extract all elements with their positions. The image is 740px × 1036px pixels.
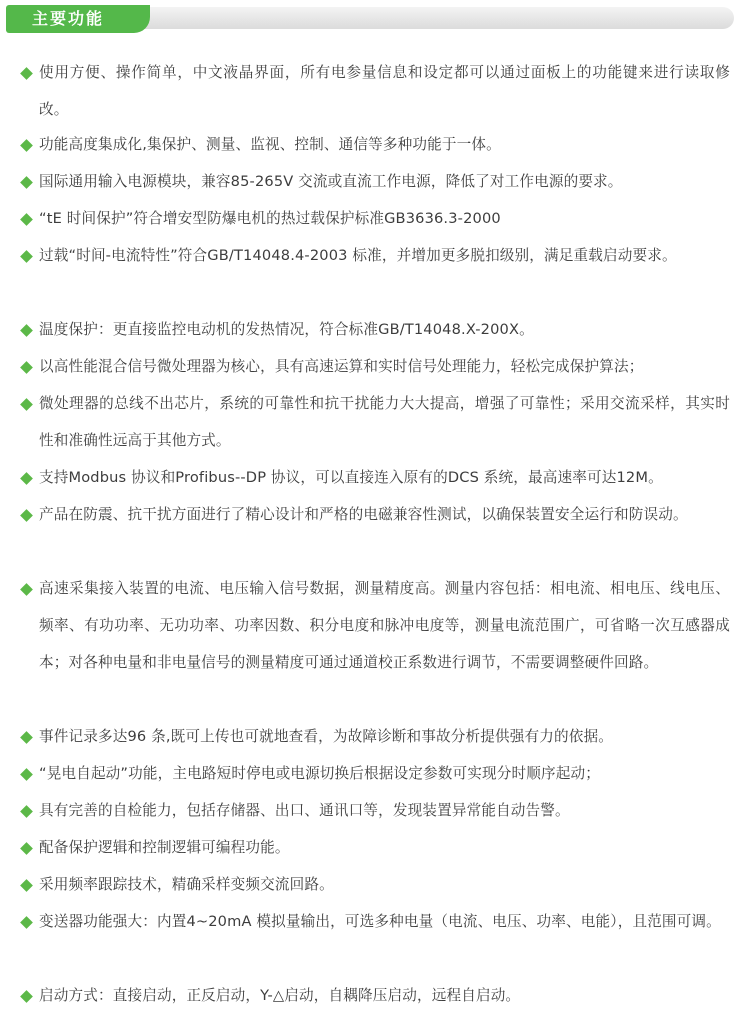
- diamond-bullet-icon: [20, 139, 33, 152]
- list-item-text: “晃电自起动”功能，主电路短时停电或电源切换后根据设定参数可实现分时顺序起动；: [39, 765, 600, 782]
- list-item: [22, 385, 730, 459]
- diamond-bullet-icon: [20, 805, 33, 818]
- list-item: [22, 459, 730, 496]
- list-item-text: 国际通用输入电源模块，兼容85-265V 交流或直流工作电源，降低了对工作电源的要求。: [39, 173, 623, 190]
- diamond-bullet-icon: [20, 67, 33, 80]
- list-item: [22, 496, 730, 570]
- list-item-text: 高速采集接入装置的电流、电压输入信号数据，测量精度高。测量内容包括：相电流、相电压、线电压、频率、有功功率、无功功率、功率因数、积分电度和脉冲电度等，测量电流范围广，可省略一次互感器成本；对各种电量和非电量信号的测量精度可通过通道校正系数进行调节，不需要调整硬件回路。: [39, 580, 730, 671]
- list-item-text: 微处理器的总线不出芯片，系统的可靠性和抗干扰能力大大提高，增强了可靠性；采用交流采样，其实时性和准确性远高于其他方式。: [39, 395, 730, 449]
- diamond-bullet-icon: [20, 176, 33, 189]
- list-item: [22, 866, 730, 903]
- diamond-bullet-icon: [20, 324, 33, 337]
- diamond-bullet-icon: [20, 472, 33, 485]
- list-item-text: 启动方式：直接启动，正反启动，Y-△启动，自耦降压启动，远程自启动。: [39, 987, 521, 1004]
- list-item: [22, 755, 730, 792]
- diamond-bullet-icon: [20, 879, 33, 892]
- diamond-bullet-icon: [20, 398, 33, 411]
- diamond-bullet-icon: [20, 842, 33, 855]
- list-item-text: 配备保护逻辑和控制逻辑可编程功能。: [39, 839, 290, 856]
- section-header: [6, 5, 734, 33]
- list-item-text: 事件记录多达96 条,既可上传也可就地查看，为故障诊断和事故分析提供强有力的依据。: [39, 728, 613, 745]
- list-item-text: 功能高度集成化,集保护、测量、监视、控制、通信等多种功能于一体。: [39, 136, 501, 153]
- diamond-bullet-icon: [20, 731, 33, 744]
- section-title: 主要功能: [6, 5, 150, 33]
- list-item-text: 过载“时间-电流特性”符合GB/T14048.4-2003 标准，并增加更多脱扣级别，满足重载启动要求。: [39, 247, 677, 264]
- diamond-bullet-icon: [20, 990, 33, 1003]
- list-item-text: “tE 时间保护”符合增安型防爆电机的热过载保护标准GB3636.3-2000: [39, 210, 501, 227]
- list-item-text: 产品在防震、抗干扰方面进行了精心设计和严格的电磁兼容性测试，以确保装置安全运行和防误动。: [39, 506, 688, 523]
- list-item-text: 具有完善的自检能力，包括存储器、出口、通讯口等，发现装置异常能自动告警。: [39, 802, 570, 819]
- list-item-text: 变送器功能强大：内置4~20mA 模拟量输出，可选多种电量（电流、电压、功率、电能），且范围可调。: [39, 913, 721, 930]
- diamond-bullet-icon: [20, 583, 33, 596]
- list-item-text: 温度保护：更直接监控电动机的发热情况，符合标准GB/T14048.X-200X。: [39, 321, 534, 338]
- list-item: [22, 311, 730, 348]
- header-bar: [66, 7, 734, 29]
- list-item: [22, 200, 730, 237]
- diamond-bullet-icon: [20, 250, 33, 263]
- list-item: [22, 570, 730, 718]
- diamond-bullet-icon: [20, 916, 33, 929]
- list-item: [22, 977, 730, 1014]
- list-item: [22, 126, 730, 163]
- list-item: [22, 903, 730, 977]
- list-item: [22, 163, 730, 200]
- list-item-text: 使用方便、操作简单，中文液晶界面，所有电参量信息和设定都可以通过面板上的功能键来进行读取修改。: [39, 64, 730, 118]
- diamond-bullet-icon: [20, 768, 33, 781]
- diamond-bullet-icon: [20, 361, 33, 374]
- list-item-text: 支持Modbus 协议和Profibus--DP 协议，可以直接连入原有的DCS 系统，最高速率可达12M。: [39, 469, 663, 486]
- list-item-text: 采用频率跟踪技术，精确采样变频交流回路。: [39, 876, 334, 893]
- list-item: [22, 718, 730, 755]
- list-item: [22, 237, 730, 311]
- list-item: [22, 829, 730, 866]
- list-item-text: 以高性能混合信号微处理器为核心，具有高速运算和实时信号处理能力，轻松完成保护算法；: [39, 358, 644, 375]
- list-item: [22, 348, 730, 385]
- list-item: [22, 792, 730, 829]
- list-item: [22, 54, 730, 128]
- diamond-bullet-icon: [20, 509, 33, 522]
- diamond-bullet-icon: [20, 213, 33, 226]
